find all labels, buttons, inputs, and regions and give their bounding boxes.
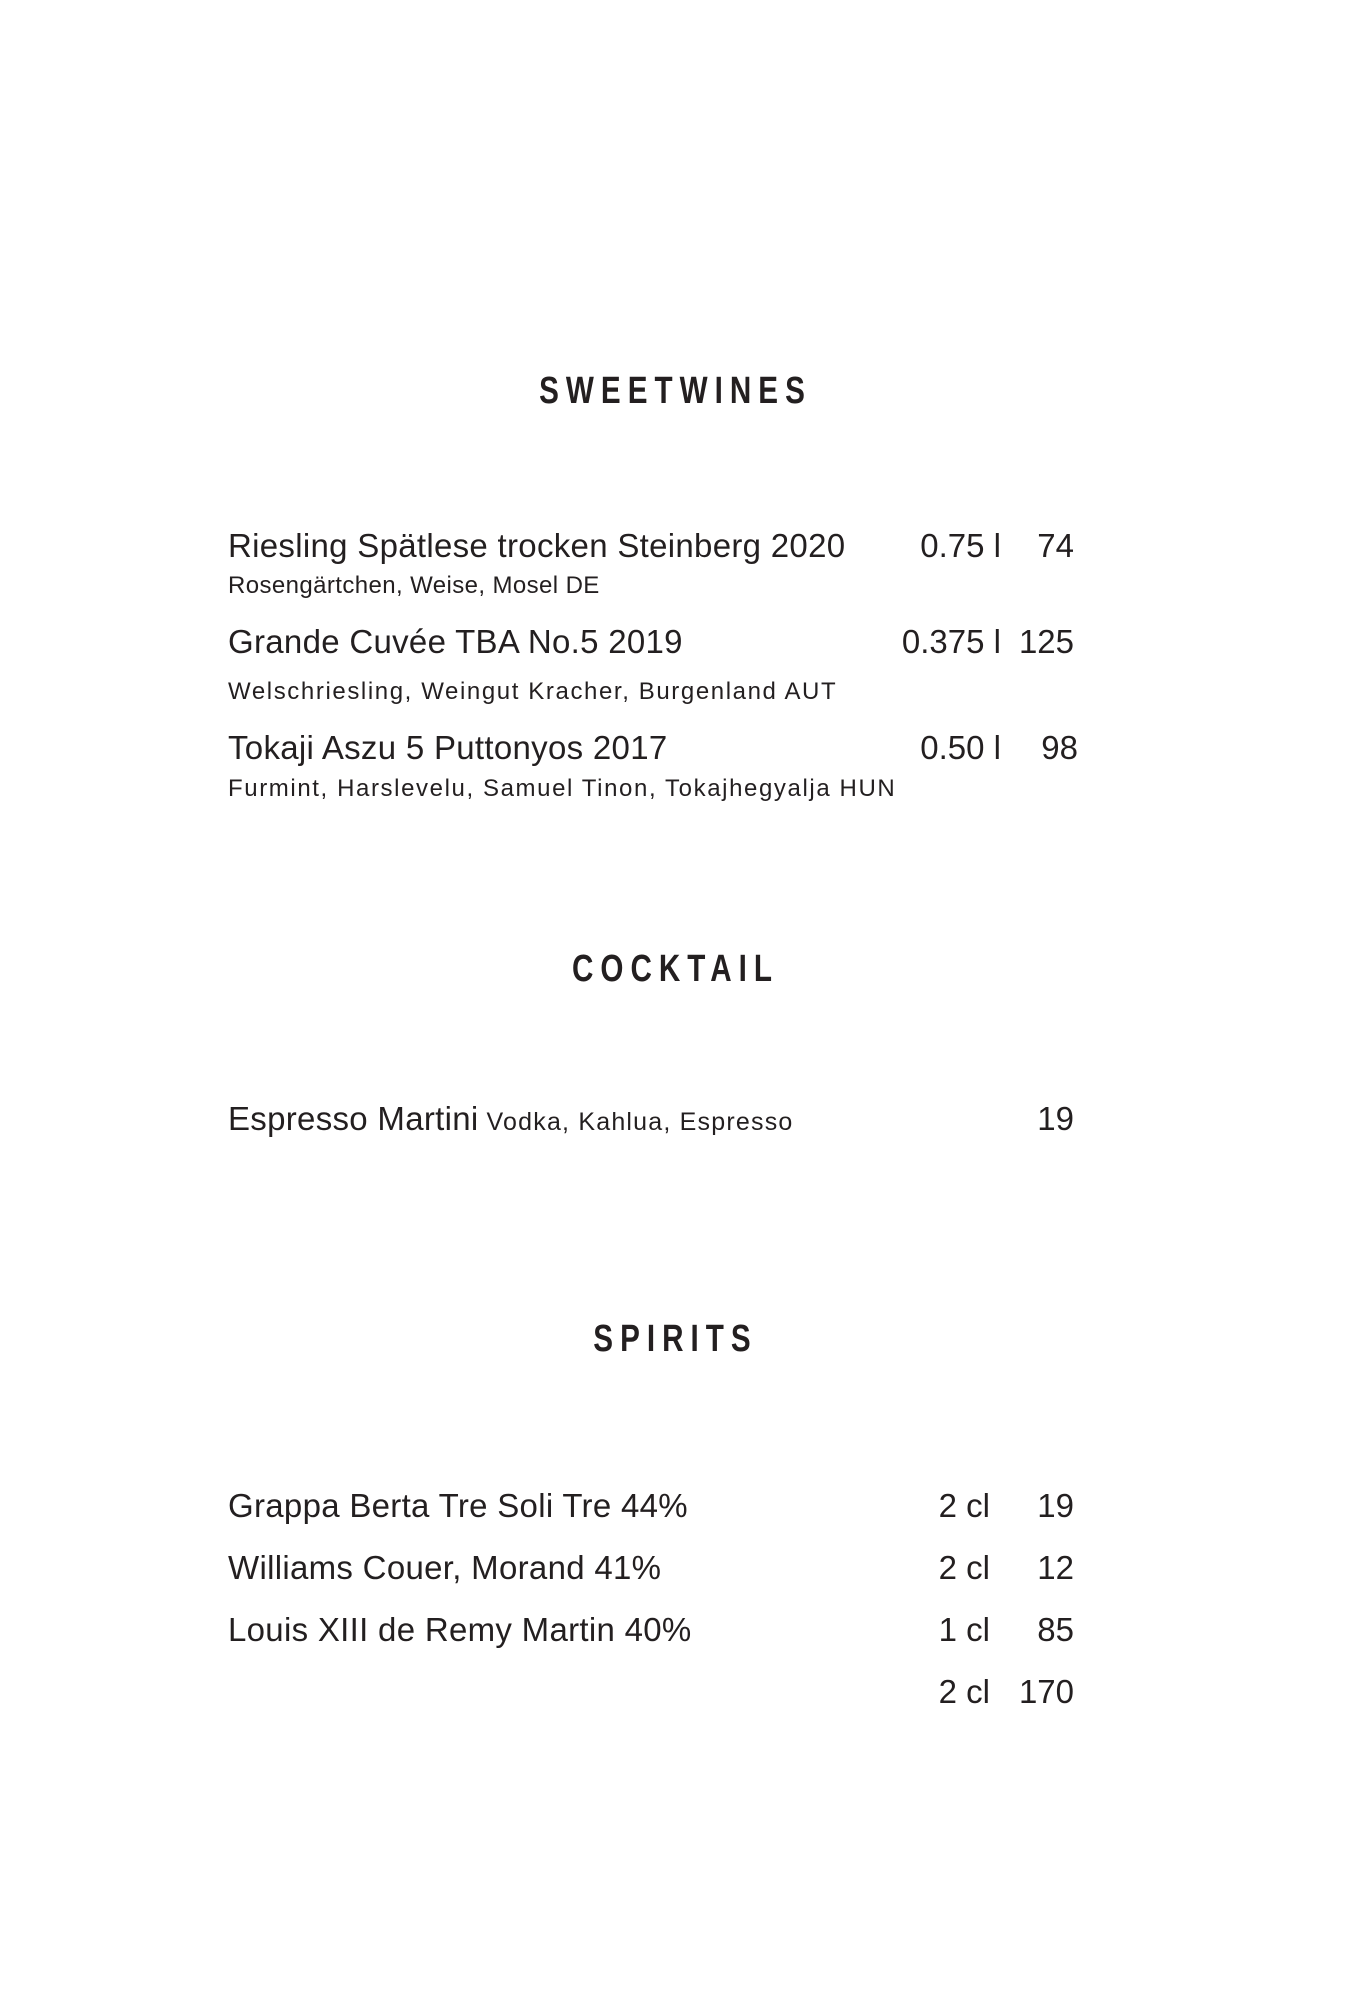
item-volume: 2 cl [938, 1673, 990, 1710]
item-price: 19 [1037, 1100, 1074, 1137]
item-price: 125 [1018, 623, 1074, 660]
item-details: Welschriesling, Weingut Kracher, Burgenland AUT [228, 678, 838, 705]
item-details: Furmint, Harslevelu, Samuel Tinon, Tokajhegyalja HUN [228, 775, 897, 802]
item-price: 98 [1041, 729, 1078, 766]
item-volume: 2 cl [938, 1549, 990, 1586]
item-volume: 2 cl [938, 1487, 990, 1524]
item-price: 19 [1037, 1487, 1074, 1524]
item-name: Grande Cuvée TBA No.5 2019 [228, 623, 683, 660]
item-name: Tokaji Aszu 5 Puttonyos 2017 [228, 729, 668, 766]
item-name: Williams Couer, Morand 41% [228, 1549, 662, 1586]
section-title-cocktail: COCKTAIL [571, 948, 780, 990]
item-name: Espresso Martini [228, 1100, 479, 1137]
item-name: Riesling Spätlese trocken Steinberg 2020 [228, 527, 846, 564]
section-title-spirits: SPIRITS [593, 1318, 758, 1360]
item-volume: 1 cl [938, 1611, 990, 1648]
item-name: Louis XIII de Remy Martin 40% [228, 1611, 692, 1648]
item-volume: 0.75 l [920, 527, 1001, 564]
section-title-sweetwines: SWEETWINES [539, 370, 812, 412]
item-details: Rosengärtchen, Weise, Mosel DE [228, 572, 600, 599]
item-volume: 0.50 l [920, 729, 1001, 766]
item-price: 170 [1018, 1673, 1074, 1710]
item-name: Grappa Berta Tre Soli Tre 44% [228, 1487, 688, 1524]
item-volume: 0.375 l [901, 623, 1001, 660]
item-price: 74 [1037, 527, 1074, 564]
item-price: 12 [1037, 1549, 1074, 1586]
item-details: Vodka, Kahlua, Espresso [486, 1108, 794, 1136]
item-price: 85 [1037, 1611, 1074, 1648]
